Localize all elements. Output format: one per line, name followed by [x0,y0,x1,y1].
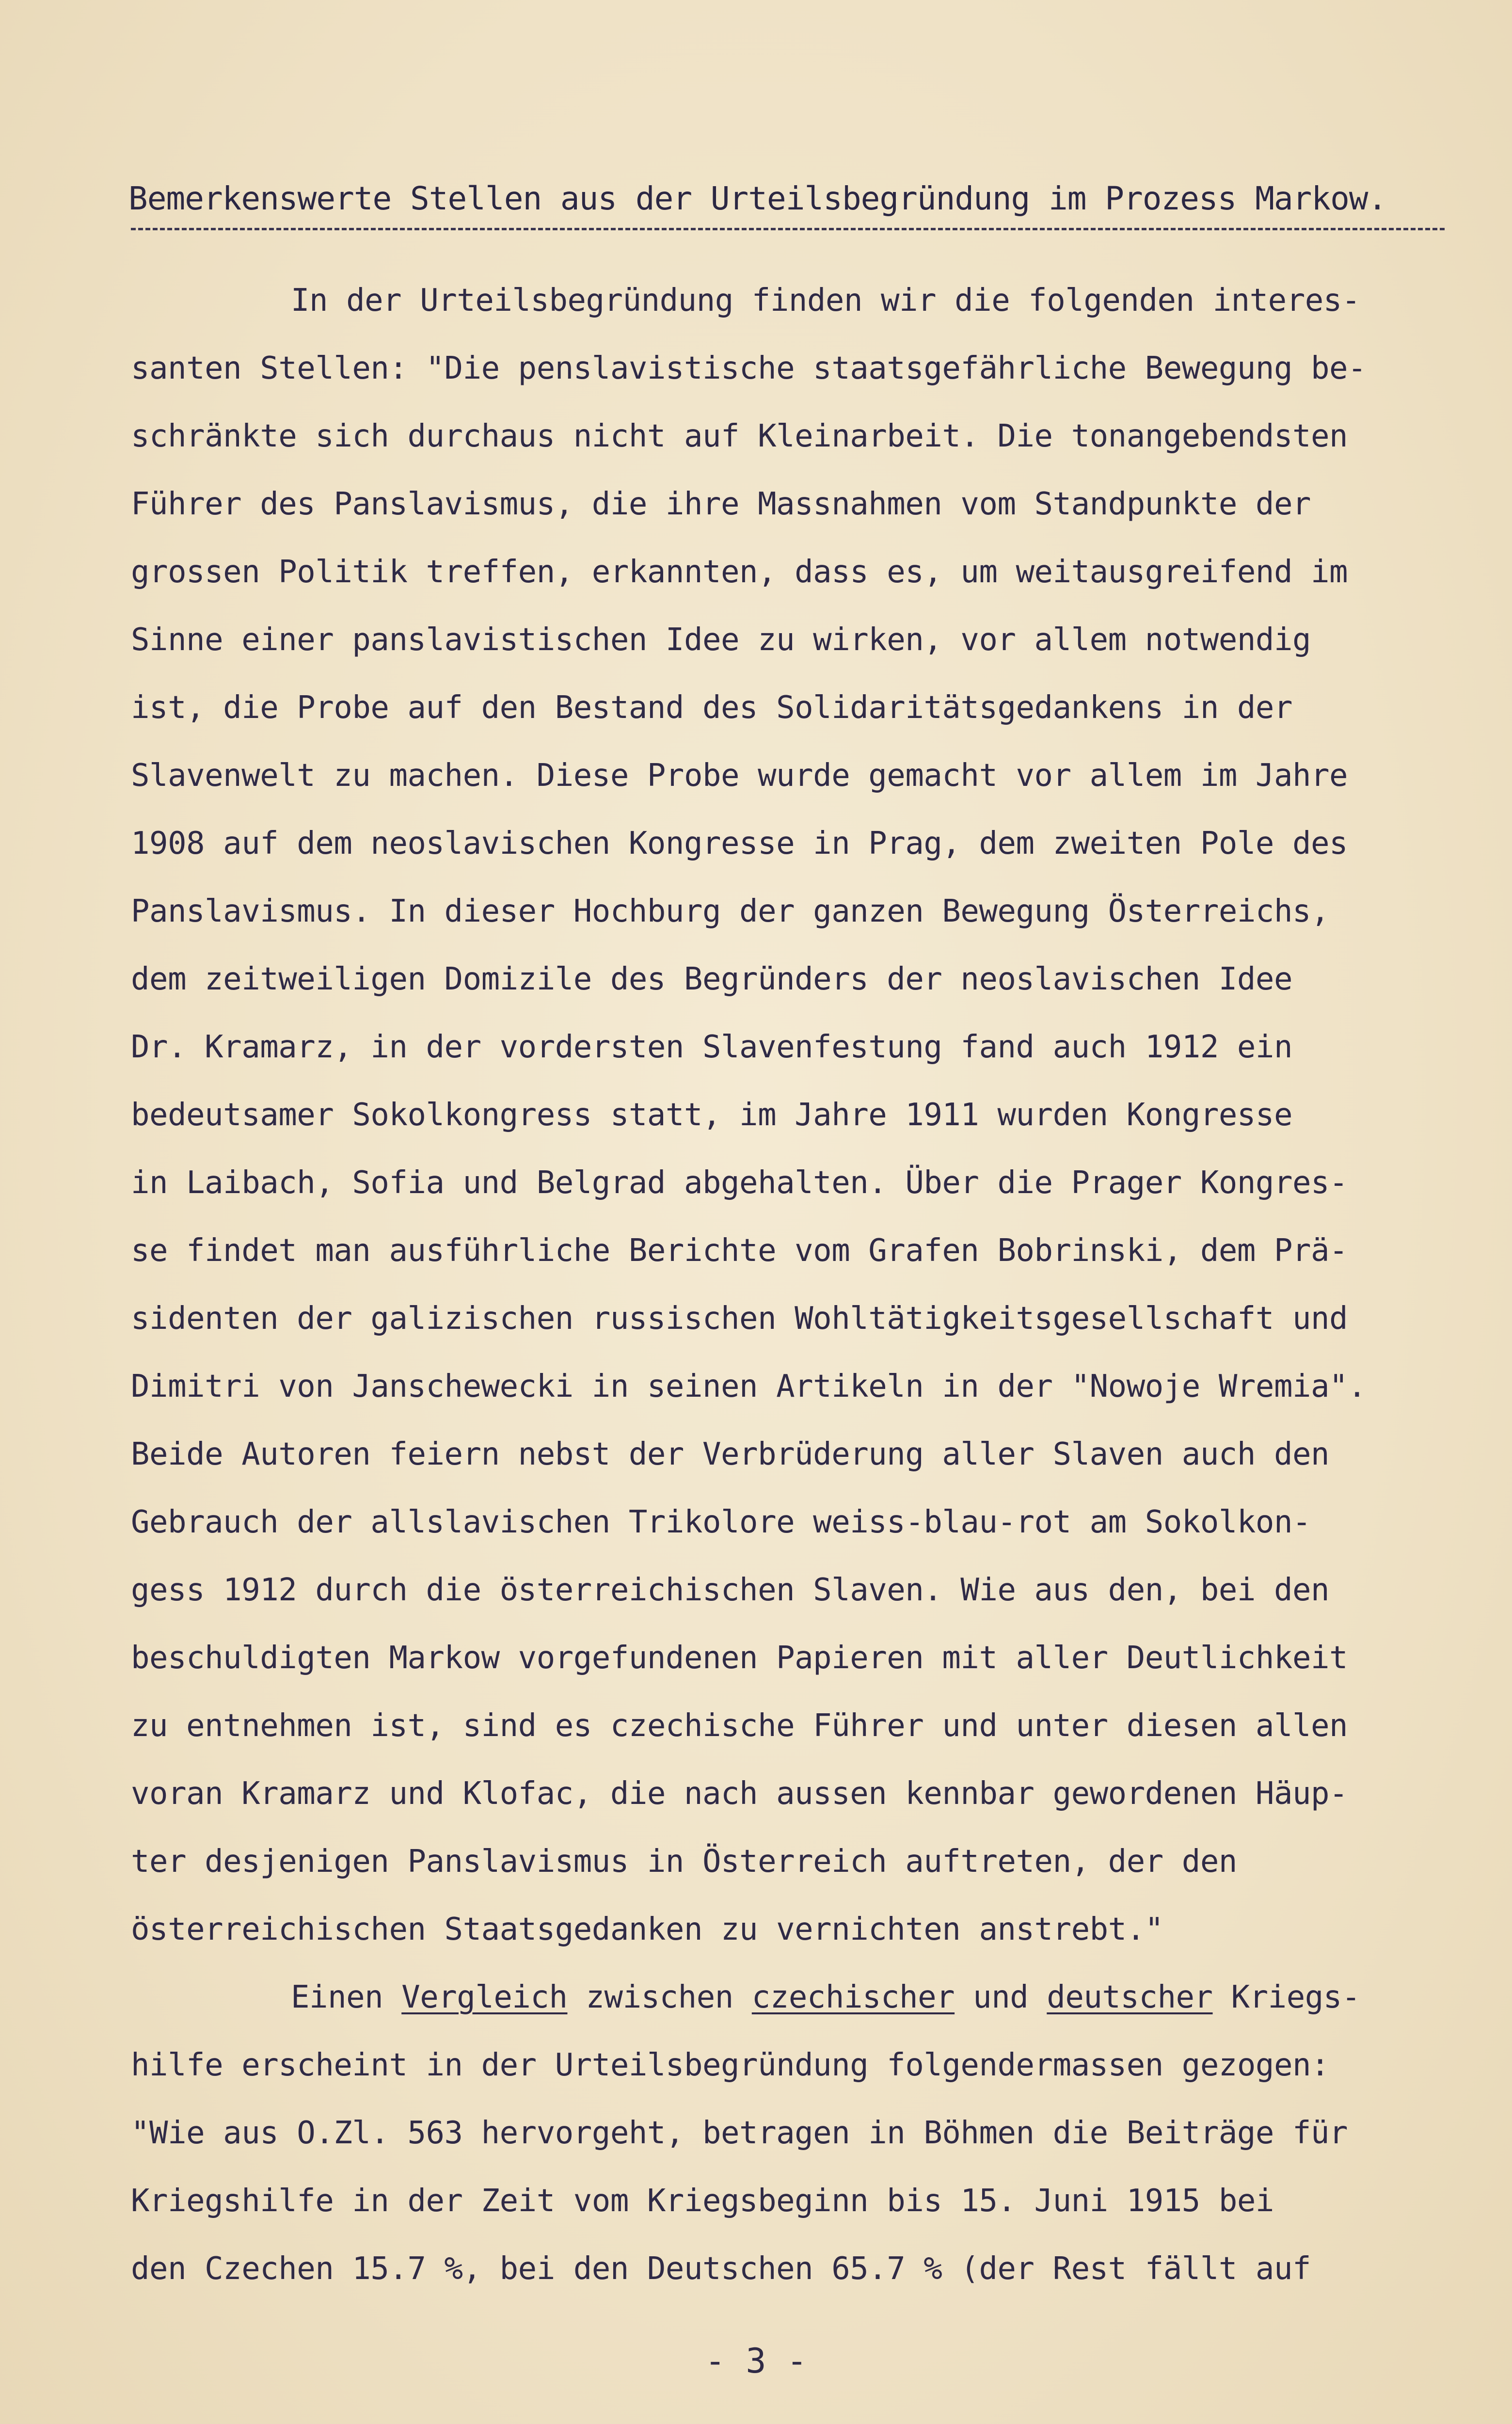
text-line: Gebrauch der allslavischen Trikolore weiss-blau-rot am Sokolkon- [131,1504,1311,1540]
text-line: Dimitri von Janschewecki in seinen Artikeln in der "Nowoje Wremia". [131,1369,1367,1404]
text-line: voran Kramarz und Klofac, die nach aussen kennbar gewordenen Häup- [131,1776,1348,1812]
text-line: se findet man ausführliche Berichte vom Grafen Bobrinski, dem Prä- [131,1233,1348,1269]
underlined-word: Vergleich [401,1979,568,2015]
text-line: hilfe erscheint in der Urteilsbegründung folgendermassen gezogen: [131,2047,1330,2083]
text-line: Sinne einer panslavistischen Idee zu wirken, vor allem notwendig [131,622,1311,658]
text-line: zu entnehmen ist, sind es czechische Führer und unter diesen allen [131,1708,1348,1744]
text-line-underlined [291,1978,1360,2017]
text-line: Führer des Panslavismus, die ihre Massnahmen vom Standpunkte der [131,486,1311,522]
text-segment: Einen [291,1979,402,2015]
text-line: ter desjenigen Panslavismus in Österreich auftreten, der den [131,1844,1237,1880]
text-line: gess 1912 durch die österreichischen Slaven. Wie aus den, bei den [131,1572,1330,1608]
text-line: 1908 auf dem neoslavischen Kongresse in Prag, dem zweiten Pole des [131,826,1348,861]
text-line: santen Stellen: "Die penslavistische staatsgefährliche Bewegung be- [131,351,1367,386]
text-line: Kriegshilfe in der Zeit vom Kriegsbeginn bis 15. Juni 1915 bei [131,2183,1274,2219]
text-line: In der Urteilsbegründung finden wir die folgenden interes- [291,283,1360,319]
document-heading: Bemerkenswerte Stellen aus der Urteilsbegründung im Prozess Markow. [128,180,1387,217]
text-line: dem zeitweiligen Domizile des Begründers der neoslavischen Idee [131,961,1292,997]
text-line: grossen Politik treffen, erkannten, dass es, um weitausgreifend im [131,554,1348,590]
text-line: sidenten der galizischen russischen Wohltätigkeitsgesellschaft und [131,1301,1348,1337]
heading-underline [131,228,1445,230]
text-line: beschuldigten Markow vorgefundenen Papieren mit aller Deutlichkeit [131,1640,1348,1676]
text-line: Dr. Kramarz, in der vordersten Slavenfestung fand auch 1912 ein [131,1029,1292,1065]
text-segment: zwischen [567,1979,752,2015]
text-line: "Wie aus O.Zl. 563 hervorgeht, betragen in Böhmen die Beiträge für [131,2115,1348,2151]
text-line: Slavenwelt zu machen. Diese Probe wurde gemacht vor allem im Jahre [131,758,1348,794]
text-segment: und [955,1979,1047,2015]
page-number: - 3 - [705,2341,807,2381]
text-line: den Czechen 15.7 %, bei den Deutschen 65.7 % (der Rest fällt auf [131,2251,1311,2287]
underlined-word: deutscher [1047,1979,1213,2015]
text-line: in Laibach, Sofia und Belgrad abgehalten. Über die Prager Kongres- [131,1165,1348,1201]
text-line: Beide Autoren feiern nebst der Verbrüderung aller Slaven auch den [131,1436,1330,1472]
text-line: bedeutsamer Sokolkongress statt, im Jahre 1911 wurden Kongresse [131,1097,1292,1133]
text-line: schränkte sich durchaus nicht auf Kleinarbeit. Die tonangebendsten [131,418,1348,454]
text-line: Panslavismus. In dieser Hochburg der ganzen Bewegung Österreichs, [131,893,1330,929]
underlined-word: czechischer [751,1979,955,2015]
text-line: österreichischen Staatsgedanken zu vernichten anstrebt." [131,1912,1163,1947]
text-line: ist, die Probe auf den Bestand des Solidaritätsgedankens in der [131,690,1292,726]
text-segment: Kriegs- [1212,1979,1360,2015]
